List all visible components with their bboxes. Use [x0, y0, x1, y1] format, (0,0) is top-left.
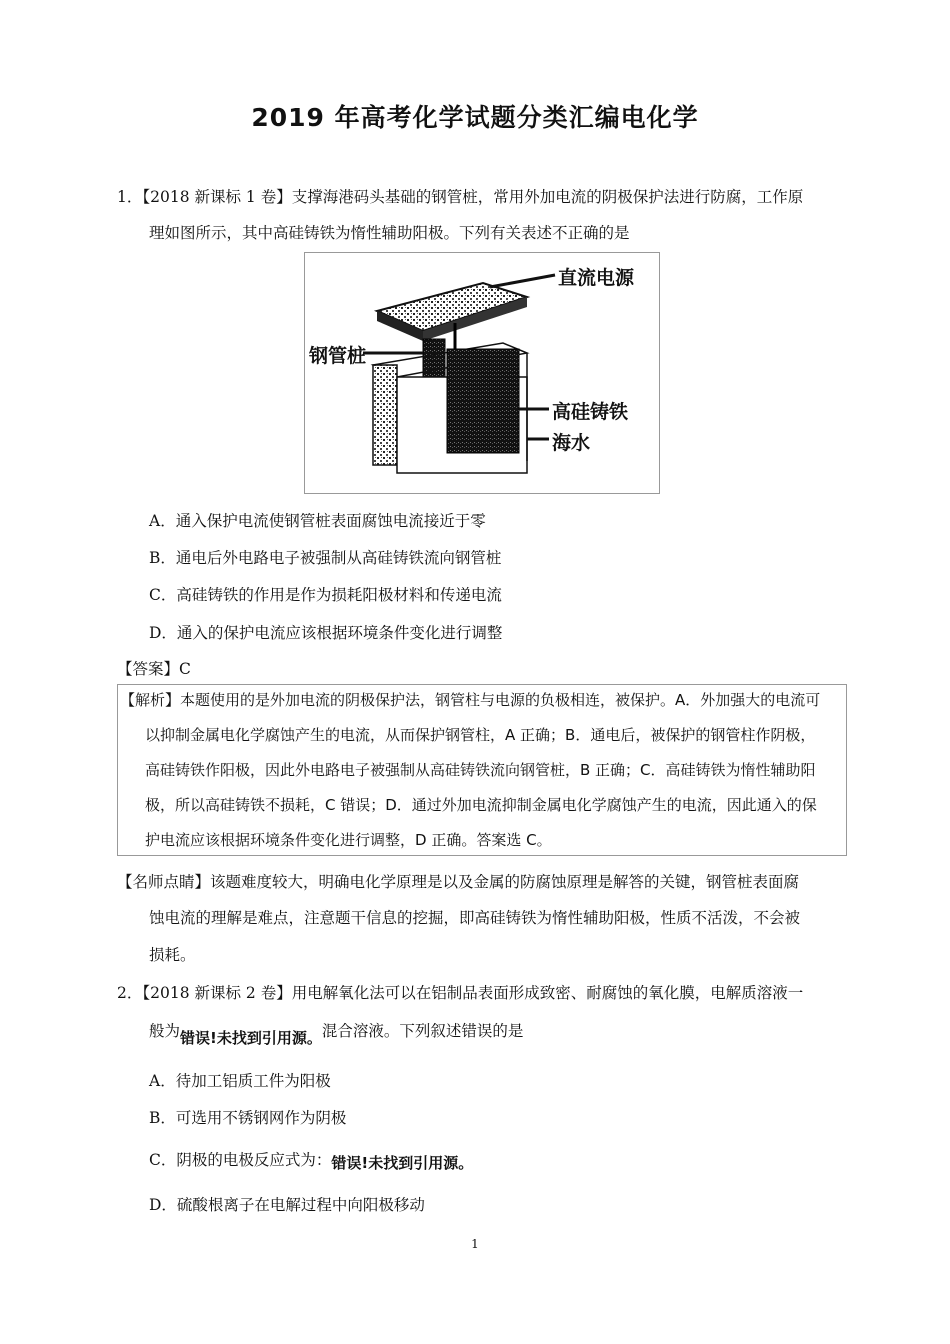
q2-option-a: A．待加工铝质工件为阳极 [149, 1072, 331, 1090]
q1-comment-line2: 蚀电流的理解是难点，注意题干信息的挖掘，即高硅铸铁为惰性辅助阳极，性质不活泼，不会被 [149, 909, 801, 927]
q1-analysis-box [117, 684, 847, 856]
q1-comment-line1: 【名师点睛】该题难度较大，明确电化学原理是以及金属的防腐蚀原理是解答的关键，钢管桩表面腐 [117, 873, 800, 891]
q2-stem-suffix: 混合溶液。下列叙述错误的是 [321, 1022, 524, 1040]
q1-option-b: B．通电后外电路电子被强制从高硅铸铁流向钢管桩 [149, 549, 502, 567]
analysis-line: 高硅铸铁作阳极，因此外电路电子被强制从高硅铸铁流向钢管桩，B 正确；C．高硅铸铁为惰性辅助阳 [145, 761, 816, 779]
label-silicon-iron: 高硅铸铁 [552, 401, 629, 423]
cathodic-protection-figure [304, 252, 660, 494]
q2-stem-line1: 2．【2018 新课标 2 卷】用电解氧化法可以在铝制品表面形成致密、耐腐蚀的氧化膜，电解质溶液一 [117, 984, 804, 1002]
q1-answer: 【答案】C [117, 660, 191, 678]
q2-option-c-error: 错误!未找到引用源。 [331, 1154, 474, 1172]
q2-stem-prefix: 般为 [149, 1022, 181, 1040]
seawater-tank-shape [373, 365, 397, 465]
q1-comment-line3: 损耗。 [149, 946, 196, 964]
page-title: 2019 年高考化学试题分类汇编电化学 [251, 103, 699, 132]
analysis-line: 【解析】本题使用的是外加电流的阴极保护法，钢管柱与电源的负极相连，被保护。A．外加强大的电流可 [120, 691, 821, 709]
q2-option-d: D．硫酸根离子在电解过程中向阳极移动 [149, 1196, 425, 1214]
q1-option-c: C．高硅铸铁的作用是作为损耗阳极材料和传递电流 [149, 586, 502, 604]
label-dc-power: 直流电源 [558, 267, 635, 289]
analysis-line: 极，所以高硅铸铁不损耗，C 错误；D．通过外加电流抑制金属电化学腐蚀产生的电流，因此通入的保 [145, 796, 817, 814]
q2-option-b: B．可选用不锈钢网作为阴极 [149, 1109, 347, 1127]
q1-stem-line2: 理如图所示，其中高硅铸铁为惰性辅助阳极。下列有关表述不正确的是 [149, 224, 630, 242]
page-number: 1 [471, 1237, 479, 1251]
analysis-line: 以抑制金属电化学腐蚀产生的电流，从而保护钢管柱，A 正确；B．通电后，被保护的钢管柱作阴极， [145, 726, 816, 744]
analysis-line: 护电流应该根据环境条件变化进行调整，D 正确。答案选 C。 [145, 831, 552, 849]
silicon-iron-shape [447, 349, 519, 453]
q2-stem-line2 [149, 1019, 524, 1047]
q1-option-a: A．通入保护电流使钢管桩表面腐蚀电流接近于零 [149, 512, 486, 530]
q1-stem-line1: 1．【2018 新课标 1 卷】支撑海港码头基础的钢管桩，常用外加电流的阴极保护法进行防腐，工作原 [117, 188, 804, 206]
q1-option-d: D．通入的保护电流应该根据环境条件变化进行调整 [149, 624, 503, 642]
q2-option-c [149, 1148, 473, 1170]
label-seawater: 海水 [552, 432, 591, 454]
q2-reference-error: 错误!未找到引用源。 [180, 1029, 322, 1047]
label-steel-pile: 钢管桩 [309, 345, 367, 367]
q2-option-c-text: C．阴极的电极反应式为： [149, 1151, 332, 1169]
